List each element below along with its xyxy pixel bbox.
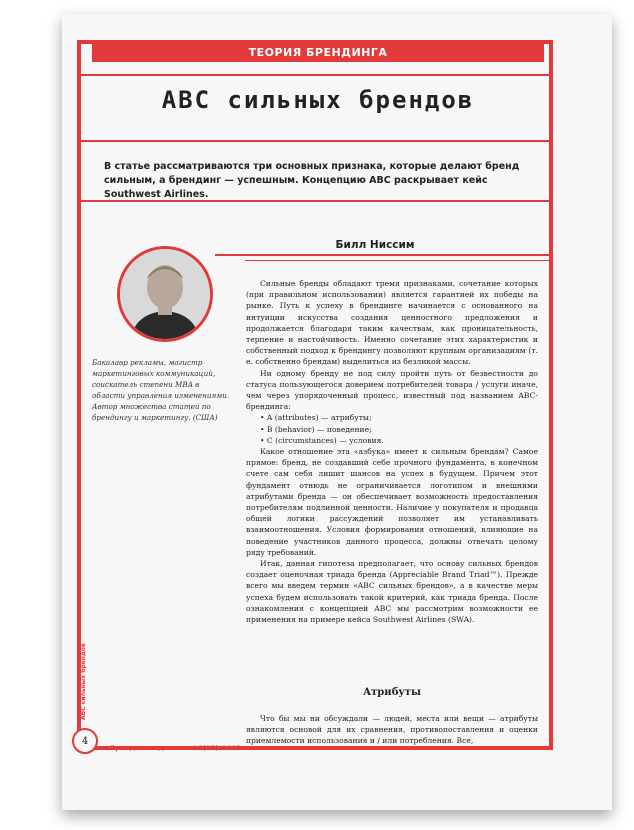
author-underline	[245, 260, 550, 261]
vertical-running-title: ABC сильных брендов	[80, 643, 87, 720]
article-title: ABC сильных брендов	[161, 86, 475, 114]
divider	[79, 200, 551, 202]
author-underline	[215, 254, 550, 256]
journal-footer: Бренд-менеджмент #6(25)-2005	[110, 744, 242, 752]
divider	[79, 74, 551, 76]
paragraph: Что бы мы ни обсуждали — людей, места или вещи — атрибуты являются основой для их сравнения, противопоставления и оценки приемлемости использования и / или потребления. Все,	[246, 714, 538, 746]
section-heading: Атрибуты	[362, 687, 422, 698]
list-item: • C (circumstances) — условия.	[260, 435, 384, 445]
author-bio: Бакалавр рекламы, магистр маркетинговых коммуникаций, соискатель степени MBA в области управления изменениями. Автор множества статей по брендингу и маркетингу. (США)	[92, 358, 230, 422]
article-body-continued	[246, 713, 538, 747]
article-body	[246, 278, 538, 625]
author-photo	[117, 246, 213, 342]
paragraph: Ни одному бренду не под силу пройти путь от безвестности до статуса пользующегося доверием потребителей товара / услуги иначе, чем через упорядоченный процесс, известный под названием ABC-брендинга:	[246, 368, 538, 412]
list-item: • A (attributes) — атрибуты;	[260, 413, 372, 423]
section-label: ТЕОРИЯ БРЕНДИНГА	[248, 45, 388, 59]
divider	[79, 140, 551, 142]
paragraph: Итак, данная гипотеза предполагает, что основу сильных брендов создает оценочная триада бренда (Appreciable Brand Triad™). Прежде всего мы введем термин «ABC сильных брендов», а в качестве меры успеха будем использовать такой критерий, как триада бренда. После ознакомления с концепцией ABC мы рассмотрим возможности ее применения на примере кейса Southwest Airlines (SWA).	[246, 559, 538, 625]
paragraph: Какое отношение эта «азбука» имеет к сильным брендам? Самое прямое: бренд, не создавший себе прочного фундамента, в конечном счете сам себя лишит шансов на успех в будущем. Причем этот фундамент отнюдь не ограничивается логотипом и внешними атрибутами бренда — он обеспечивает возможность предоставления потребителям подлинной ценности. Наличие у покупателя и продавца общей логики рассуждений позволяет им устанавливать взаимоотношения. Условия формирования отношений, влияющие на поведение участников данного процесса, должны отвечать целому ряду требований.	[246, 447, 538, 557]
section-header	[92, 42, 544, 62]
list-item: • B (behavior) — поведение;	[260, 424, 372, 434]
page-number: 4	[72, 728, 98, 754]
author-name: Билл Ниссим	[335, 239, 415, 251]
article-lead: В статье рассматриваются три основных признака, которые делают бренд сильным, а брендинг — успешным. Концепцию ABC раскрывает кейс Southwest Airlines.	[104, 161, 520, 200]
paragraph: Сильные бренды обладают тремя признаками, сочетание которых (при правильном использовании) является гарантией их победы на рынке. Путь к успеху в брендинге начинается с основанного на интуиции искусства создания ценностного предложения и продолжается благодаря таким качествам, как проницательность, терпение и настойчивость. Именно сочетание этих характеристик и собственный подход к брендингу позволяют крупным организациям (т. е. собственно брендам) выделиться из безликой массы.	[246, 279, 538, 367]
author-photo-image	[120, 249, 210, 339]
